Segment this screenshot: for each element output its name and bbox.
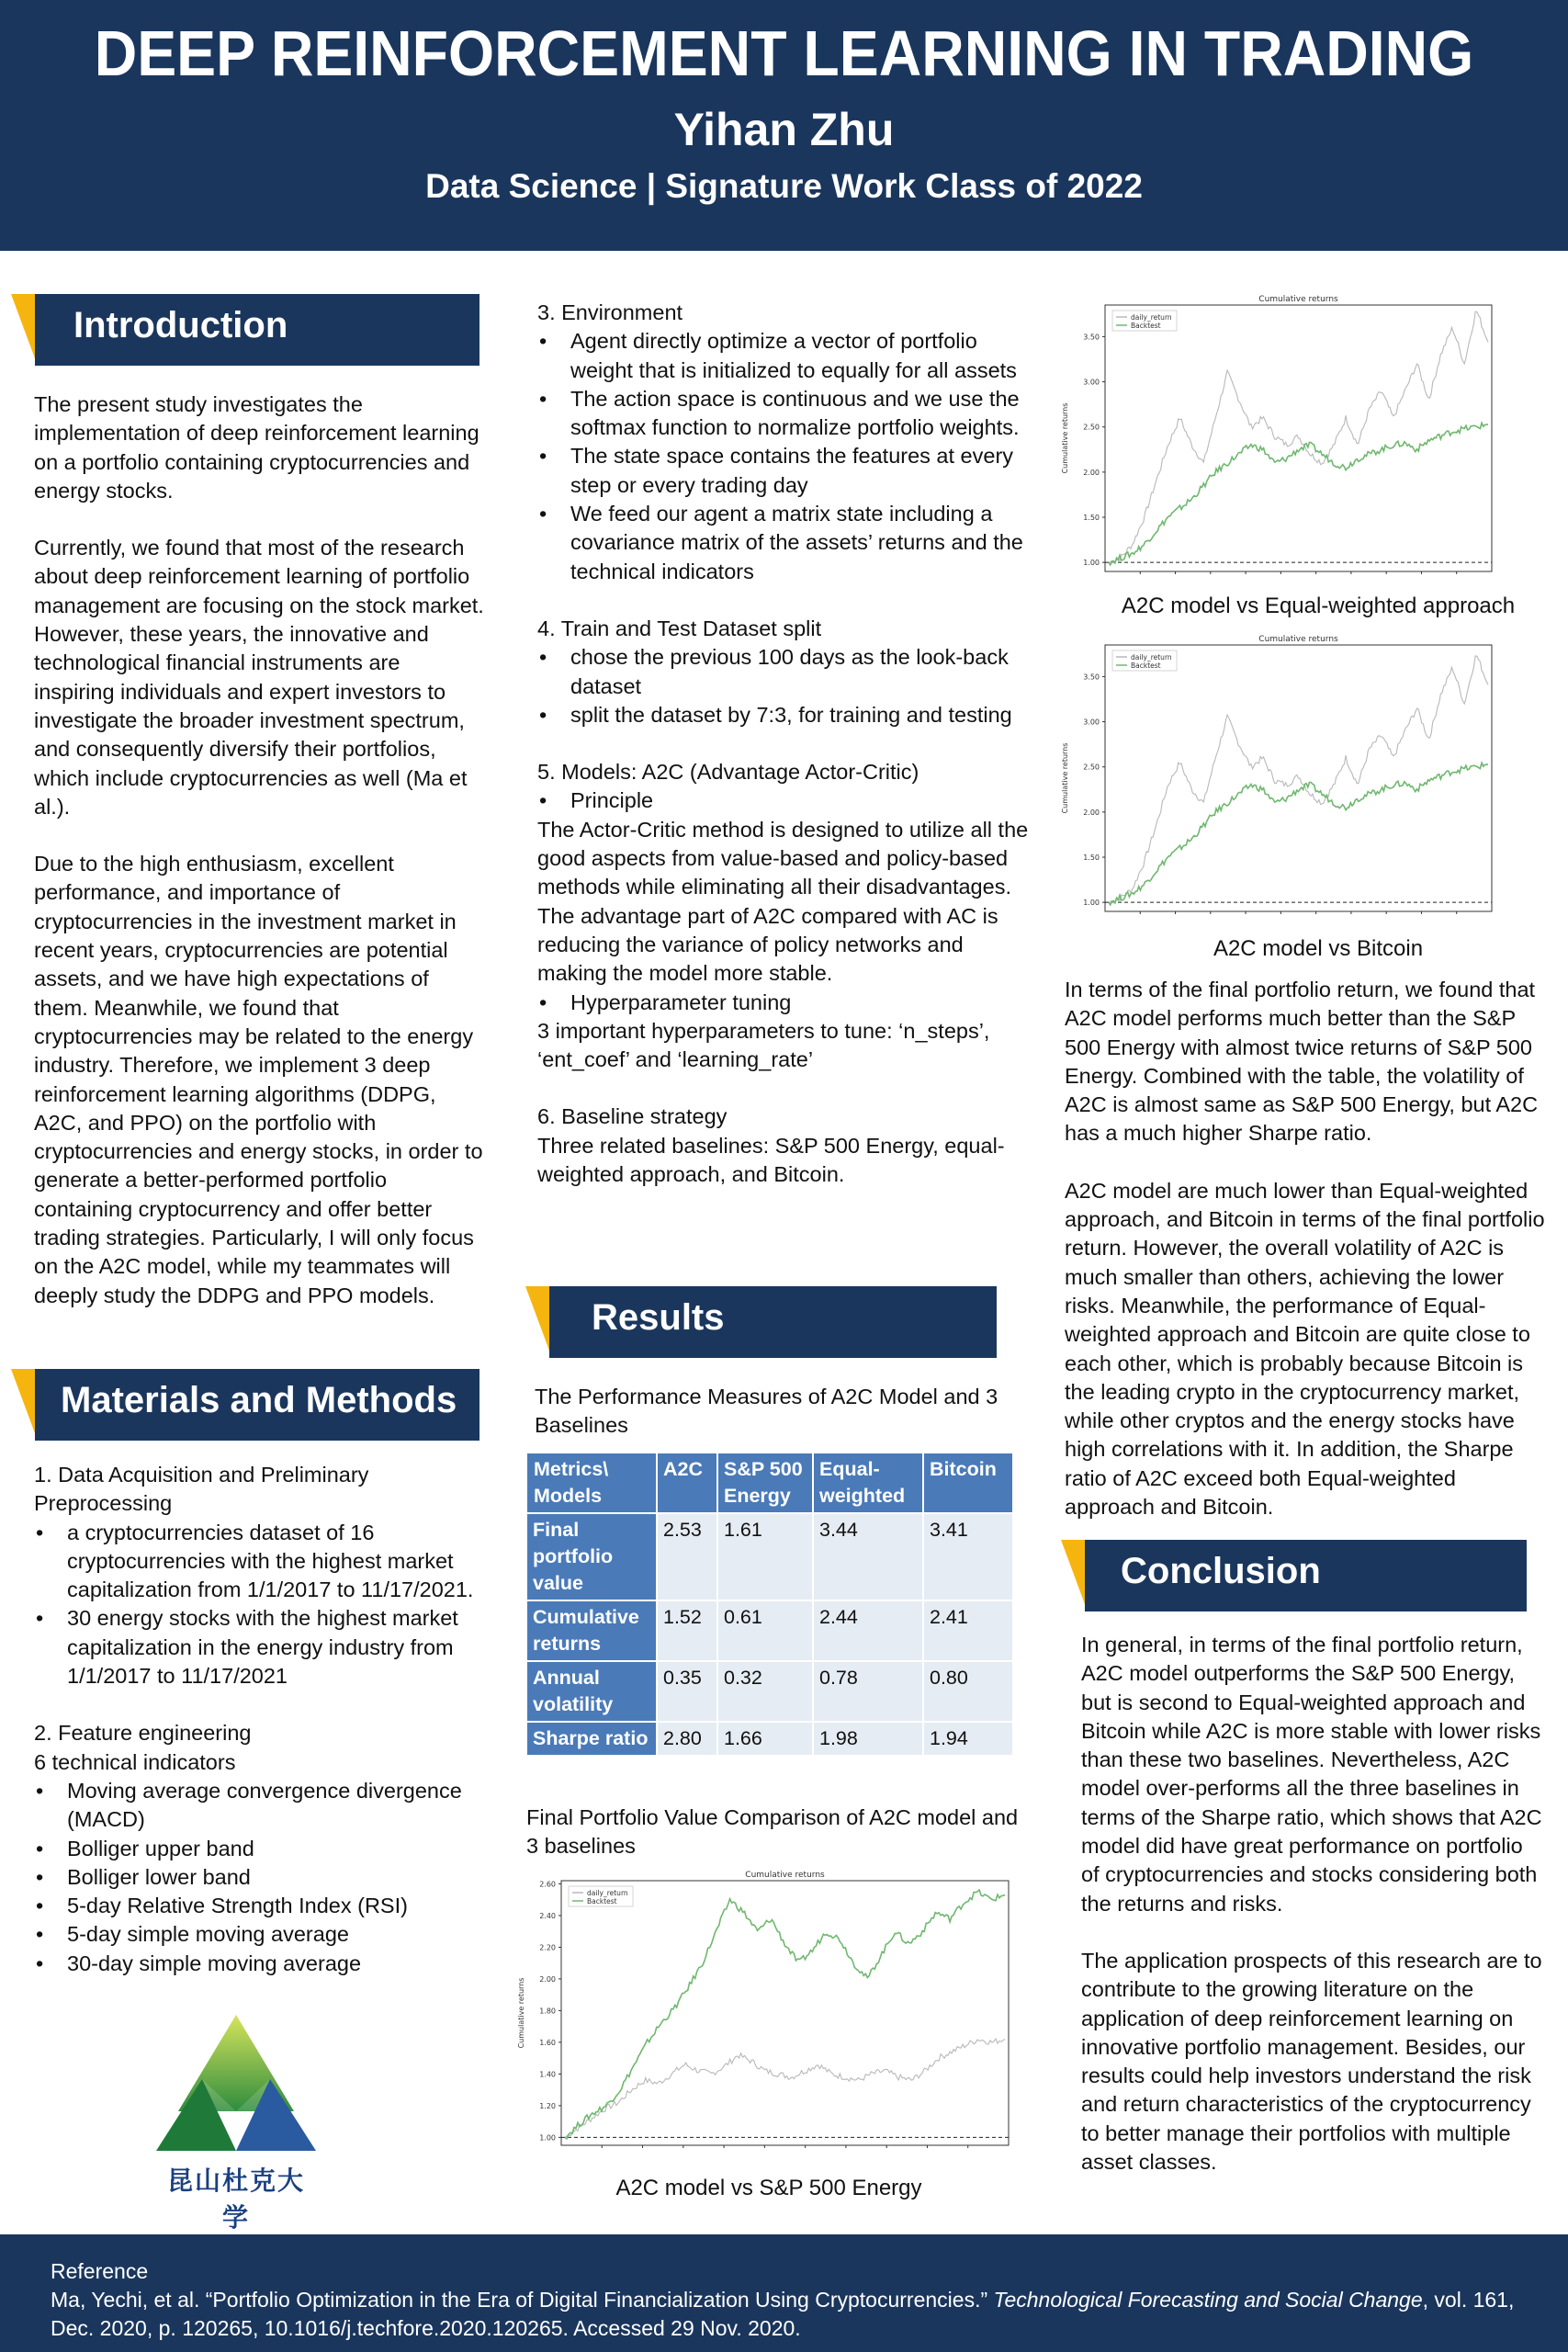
list-item: • a cryptocurrencies dataset of 16 cryptocurrencies with the highest market capitalization from 1/1/2017 to 11/17/2021. bbox=[34, 1519, 484, 1605]
y-tick-label: 2.50 bbox=[1083, 423, 1100, 432]
dku-mountain-icon bbox=[154, 2015, 318, 2153]
methods-s1-title: 1. Data Acquisition and Preliminary Preprocessing bbox=[34, 1463, 369, 1516]
conclusion-paragraph-2: The application prospects of this research are to contribute to the growing literature on the application of deep reinforcement learning on innovative portfolio management. Besides, our results could help investors understand the risk and return characteristics of the cryptocurrency to better manage their portfolios with multiple asset classes. bbox=[1081, 1948, 1542, 2175]
list-item: • Agent directly optimize a vector of portfolio weight that is initialized to equally for all assets bbox=[537, 327, 1038, 385]
y-tick-label: 2.20 bbox=[539, 1943, 556, 1952]
table-row bbox=[526, 1722, 1013, 1756]
y-tick-label: 3.50 bbox=[1083, 333, 1100, 342]
table-header-cell: Bitcoin bbox=[923, 1453, 1013, 1513]
plot-frame bbox=[561, 1881, 1009, 2145]
y-tick-label: 2.40 bbox=[539, 1911, 556, 1920]
methods-s5-paragraph-1: The Actor-Critic method is designed to utilize all the good aspects from value-based and policy-based methods while eliminating all their disadvantages. The advantage part of A2C compared with AC is reducing the variance of policy networks and making the model more stable. bbox=[537, 817, 1029, 986]
table-cell: 0.35 bbox=[657, 1661, 717, 1722]
reference-footer bbox=[0, 2234, 1568, 2352]
table-cell: 2.41 bbox=[923, 1600, 1013, 1661]
y-tick-label: 1.40 bbox=[539, 2070, 556, 2079]
y-tick-label: 1.00 bbox=[1083, 899, 1100, 908]
row-label: Cumulative returns bbox=[526, 1600, 657, 1661]
chart-equal-weighted bbox=[1055, 292, 1505, 588]
table-row bbox=[526, 1513, 1013, 1600]
chart-title: Cumulative returns bbox=[745, 1871, 825, 1880]
methods-s3-title: 3. Environment bbox=[537, 300, 683, 324]
citation-part: , vol. 161, Dec. 2020, p. 120265, 10.1016/j.techfore.2020.120265. Accessed 29 Nov. 2020. bbox=[51, 2288, 1515, 2340]
intro-paragraph-2: Currently, we found that most of the research about deep reinforcement learning of portfolio management are focusing on the stock market. However, these years, the innovative and technological financial instruments are inspiring individuals and expert investors to investigate the broader investment spectrum, and consequently diversify their portfolios, which include cryptocurrencies as well (Ma et al.). bbox=[34, 536, 484, 819]
y-tick-label: 1.20 bbox=[539, 2101, 556, 2110]
results-banner bbox=[525, 1286, 997, 1358]
y-tick-label: 1.00 bbox=[1083, 559, 1100, 568]
legend-entry: daily_return bbox=[587, 1889, 628, 1897]
methods-heading: Materials and Methods bbox=[61, 1380, 457, 1420]
y-tick-label: 1.50 bbox=[1083, 514, 1100, 523]
legend-entry: Backtest bbox=[1131, 662, 1161, 670]
row-label: Annual volatility bbox=[526, 1661, 657, 1722]
table-cell: 1.94 bbox=[923, 1722, 1013, 1756]
table-header-row bbox=[526, 1453, 1013, 1513]
figure-title: Final Portfolio Value Comparison of A2C model and 3 baselines bbox=[526, 1805, 1019, 1859]
citation-part: Ma, Yechi, et al. “Portfolio Optimization in the Era of Digital Financialization Using Cryptocurrencies.” bbox=[51, 2288, 994, 2312]
table-cell: 2.44 bbox=[813, 1600, 923, 1661]
table-header-cell: S&P 500 Energy bbox=[717, 1453, 813, 1513]
table-cell: 0.80 bbox=[923, 1661, 1013, 1722]
series-line-daily_return bbox=[565, 2039, 1005, 2137]
y-tick-label: 3.00 bbox=[1083, 718, 1100, 727]
methods-part1 bbox=[34, 1461, 484, 1978]
table-header-cell: A2C bbox=[657, 1453, 717, 1513]
performance-table bbox=[525, 1452, 1014, 1757]
legend-entry: Backtest bbox=[587, 1897, 617, 1905]
series-line-daily_return bbox=[1109, 311, 1488, 563]
logo-chinese: 昆山杜克大学 bbox=[166, 2165, 305, 2233]
list-item: • We feed our agent a matrix state including a covariance matrix of the assets’ returns and the technical indicators bbox=[537, 500, 1038, 586]
list-item: • The action space is continuous and we use the softmax function to normalize portfolio weights. bbox=[537, 385, 1038, 443]
y-axis-label: Cumulative returns bbox=[517, 1977, 525, 2049]
table-cell: 1.66 bbox=[717, 1722, 813, 1756]
table-cell: 2.53 bbox=[657, 1513, 717, 1600]
results-heading: Results bbox=[592, 1297, 725, 1338]
table-cell: 2.80 bbox=[657, 1722, 717, 1756]
reference-label: Reference bbox=[51, 2259, 149, 2283]
table-cell: 1.61 bbox=[717, 1513, 813, 1600]
introduction-heading: Introduction bbox=[73, 305, 288, 345]
table-cell: 0.78 bbox=[813, 1661, 923, 1722]
y-tick-label: 1.80 bbox=[539, 2007, 556, 2016]
chart-title: Cumulative returns bbox=[1258, 635, 1338, 644]
chart-title: Cumulative returns bbox=[1258, 295, 1338, 304]
methods-s6-paragraph: Three related baselines: S&P 500 Energy, equal-weighted approach, and Bitcoin. bbox=[537, 1133, 1005, 1187]
poster-title: DEEP REINFORCEMENT LEARNING IN TRADING bbox=[94, 17, 1474, 89]
table-cell: 3.44 bbox=[813, 1513, 923, 1600]
intro-paragraph-3: Due to the high enthusiasm, excellent performance, and importance of cryptocurrencies in the investment market in recent years, cryptocurrencies are potential assets, and we have high expectations of them. Meanwhile, we found that cryptocurrencies may be related to the energy industry. Therefore, we implement 3 deep reinforcement learning algorithms (DDPG, A2C, and PPO) on the portfolio with cryptocurrencies and energy stocks, in order to generate a better-performed portfolio containing cryptocurrency and offer better trading strategies. Particularly, I will only focus on the A2C model, while my teammates will deeply study the DDPG and PPO models. bbox=[34, 852, 483, 1307]
y-tick-label: 2.00 bbox=[539, 1974, 556, 1984]
table-row bbox=[526, 1661, 1013, 1722]
y-tick-label: 1.00 bbox=[539, 2133, 556, 2143]
table-row bbox=[526, 1600, 1013, 1661]
table-header-cell: Metrics\ Models bbox=[526, 1453, 657, 1513]
y-tick-label: 3.50 bbox=[1083, 673, 1100, 682]
list-item: • Bolliger upper band bbox=[34, 1835, 484, 1863]
y-axis-label: Cumulative returns bbox=[1061, 742, 1069, 814]
conclusion-paragraph-1: In general, in terms of the final portfolio return, A2C model outperforms the S&P 500 Energy, but is second to Equal-weighted approach and Bitcoin while A2C is more stable with lower risks than these two baselines. Nevertheless, A2C model over-performs all the three baselines in terms of the Sharpe ratio, which shows that A2C model did have great performance on portfolio of cryptocurrencies and stocks considering both the returns and risks. bbox=[1081, 1633, 1542, 1916]
poster-header bbox=[0, 0, 1568, 251]
list-item: • Principle bbox=[537, 786, 1038, 815]
list-item: • 30-day simple moving average bbox=[34, 1950, 484, 1978]
methods-s4-title: 4. Train and Test Dataset split bbox=[537, 616, 822, 640]
methods-part2 bbox=[537, 299, 1038, 1189]
list-item: • 30 energy stocks with the highest market capitalization in the energy industry from 1/1/2017 to 11/17/2021 bbox=[34, 1604, 484, 1690]
list-item: • 5-day simple moving average bbox=[34, 1920, 484, 1949]
table-title: The Performance Measures of A2C Model and 3 Baselines bbox=[535, 1385, 998, 1438]
chart-caption: A2C model vs S&P 500 Energy bbox=[615, 2176, 922, 2200]
list-item: • chose the previous 100 days as the look-back dataset bbox=[537, 643, 1038, 701]
chart-caption: A2C model vs Equal-weighted approach bbox=[1121, 594, 1516, 618]
table-cell: 1.52 bbox=[657, 1600, 717, 1661]
table-cell: 0.61 bbox=[717, 1600, 813, 1661]
row-label: Final portfolio value bbox=[526, 1513, 657, 1600]
methods-s6-title: 6. Baseline strategy bbox=[537, 1104, 728, 1129]
y-tick-label: 1.50 bbox=[1083, 854, 1100, 863]
methods-s5-title: 5. Models: A2C (Advantage Actor-Critic) bbox=[537, 760, 919, 785]
methods-s2-title: 2. Feature engineering bbox=[34, 1721, 252, 1746]
y-axis-label: Cumulative returns bbox=[1061, 402, 1069, 474]
introduction-banner bbox=[11, 294, 479, 366]
series-line-Backtest bbox=[565, 1890, 1005, 2139]
list-item: • Bolliger lower band bbox=[34, 1863, 484, 1892]
chart-bitcoin bbox=[1055, 632, 1505, 928]
row-label: Sharpe ratio bbox=[526, 1722, 657, 1756]
y-tick-label: 2.50 bbox=[1083, 763, 1100, 772]
conclusion-text bbox=[1081, 1631, 1545, 2177]
methods-s2-sub: 6 technical indicators bbox=[34, 1749, 236, 1774]
y-tick-label: 2.00 bbox=[1083, 468, 1100, 477]
results-paragraph-2: A2C model are much lower than Equal-weighted approach, and Bitcoin in terms of the final portfolio return. However, the overall volatility of A2C is much smaller than others, achieving the lower risks. Meanwhile, the performance of Equal-weighted approach and Bitcoin are quite close to each other, which is probably because Bitcoin is the leading crypto in the cryptocurrency market, while other cryptos and the energy stocks have high correlations with it. In addition, the Sharpe ratio of A2C exceed both Equal-weighted approach and Bitcoin. bbox=[1065, 1178, 1545, 1520]
table-cell: 1.98 bbox=[813, 1722, 923, 1756]
y-tick-label: 2.60 bbox=[539, 1880, 556, 1889]
list-item: • The state space contains the features at every step or every trading day bbox=[537, 442, 1038, 500]
methods-banner bbox=[11, 1369, 479, 1441]
table-cell: 3.41 bbox=[923, 1513, 1013, 1600]
results-paragraph-1: In terms of the final portfolio return, we found that A2C model performs much better than the S&P 500 Energy with almost twice returns of S&P 500 Energy. Combined with the table, the volatility of A2C is almost same as S&P 500 Energy, but A2C has a much higher Sharpe ratio. bbox=[1065, 978, 1539, 1146]
conclusion-heading: Conclusion bbox=[1121, 1551, 1321, 1591]
y-tick-label: 1.60 bbox=[539, 2038, 556, 2047]
table-header-cell: Equal-weighted bbox=[813, 1453, 923, 1513]
dku-logo bbox=[154, 2015, 318, 2233]
reference-citation bbox=[51, 2286, 1517, 2343]
results-discussion bbox=[1065, 976, 1551, 1521]
table-cell: 0.32 bbox=[717, 1661, 813, 1722]
list-item: • Moving average convergence divergence (MACD) bbox=[34, 1777, 484, 1835]
author-name: Yihan Zhu bbox=[673, 104, 895, 155]
list-item: • 5-day Relative Strength Index (RSI) bbox=[34, 1892, 484, 1920]
series-line-Backtest bbox=[1109, 763, 1488, 905]
legend-entry: daily_return bbox=[1131, 653, 1172, 662]
intro-paragraph-1: The present study investigates the implementation of deep reinforcement learning on a portfolio containing cryptocurrencies and energy stocks. bbox=[34, 392, 479, 503]
methods-s5-paragraph-2: 3 important hyperparameters to tune: ‘n_steps’, ‘ent_coef’ and ‘learning_rate’ bbox=[537, 1018, 990, 1072]
list-item: • Hyperparameter tuning bbox=[537, 989, 1038, 1017]
journal-name: Technological Forecasting and Social Change bbox=[993, 2288, 1423, 2312]
chart-sp500-energy bbox=[511, 1868, 1021, 2162]
y-tick-label: 3.00 bbox=[1083, 378, 1100, 387]
conclusion-banner bbox=[1061, 1540, 1527, 1611]
introduction-text bbox=[34, 390, 484, 1310]
legend-entry: Backtest bbox=[1131, 322, 1161, 330]
y-tick-label: 2.00 bbox=[1083, 808, 1100, 817]
affiliation: Data Science | Signature Work Class of 2022 bbox=[425, 167, 1143, 205]
series-line-Backtest bbox=[1109, 423, 1488, 565]
list-item: • split the dataset by 7:3, for training and testing bbox=[537, 701, 1038, 729]
legend-entry: daily_return bbox=[1131, 313, 1172, 322]
chart-caption: A2C model vs Bitcoin bbox=[1213, 936, 1424, 961]
